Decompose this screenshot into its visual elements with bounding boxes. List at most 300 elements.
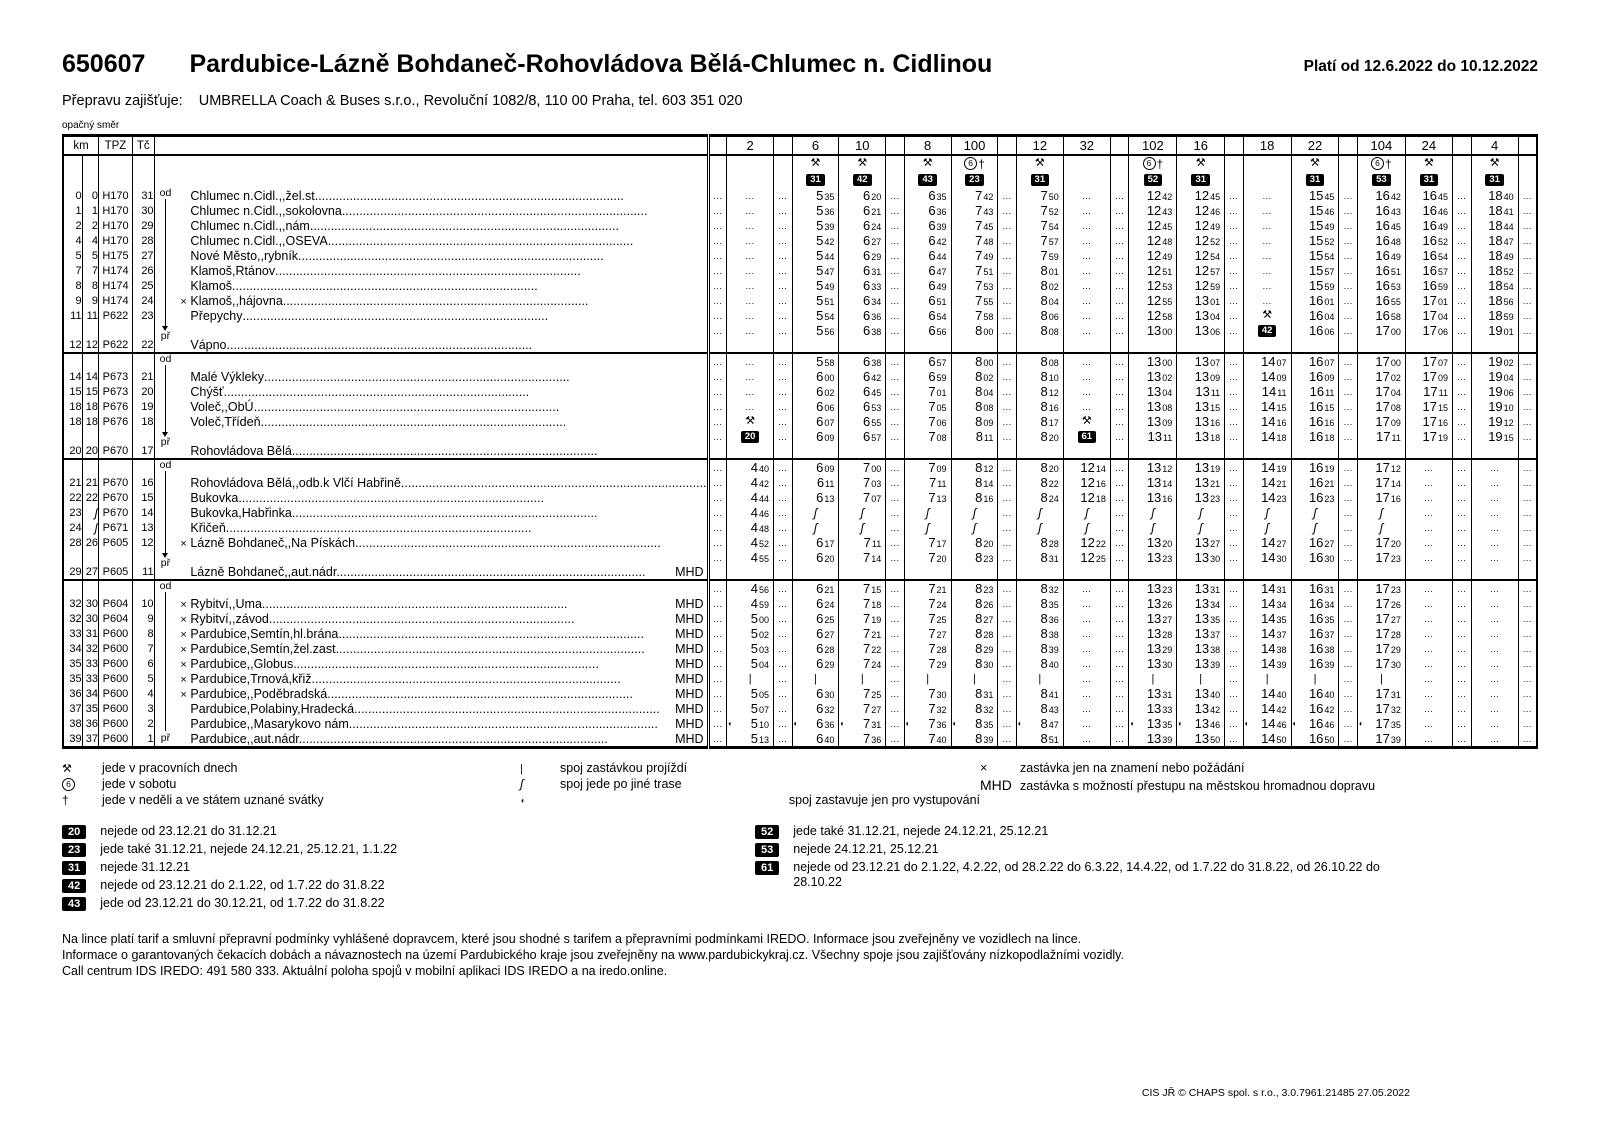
time-cell: 12 48 bbox=[1129, 233, 1177, 248]
trip-note-badge: 31 bbox=[792, 171, 839, 188]
separator-cell: ... bbox=[886, 233, 905, 248]
station-name: Pardubice,Semtín,hl.brána bbox=[190, 626, 339, 641]
separator-cell: ... bbox=[774, 626, 793, 641]
station-name-cell bbox=[176, 565, 708, 580]
time-cell bbox=[839, 565, 886, 580]
on-request-icon: × bbox=[180, 537, 187, 550]
separator-cell: ... bbox=[1339, 278, 1358, 293]
time-cell: 7 40 bbox=[904, 731, 951, 748]
time-cell: 19 12 bbox=[1471, 414, 1518, 429]
separator-cell bbox=[774, 338, 793, 353]
station-row bbox=[63, 293, 1537, 308]
separator-cell: ... bbox=[1339, 671, 1358, 686]
station-name: Nové Město,,rybník bbox=[190, 248, 299, 263]
separator-cell: ... bbox=[1518, 731, 1537, 748]
operator-label: Přepravu zajišťuje: bbox=[62, 93, 183, 109]
time-cell: 4 55 bbox=[727, 550, 774, 565]
time-cell: | bbox=[839, 671, 886, 686]
page-title: Pardubice-Lázně Bohdaneč-Rohovládova Bělá-Chlumec n. Cidlinou bbox=[189, 50, 993, 78]
odpr-cell bbox=[154, 611, 176, 626]
separator-cell bbox=[1518, 338, 1537, 353]
separator-cell: ... bbox=[708, 671, 727, 686]
odpr-cell: od bbox=[154, 353, 176, 369]
separator-cell: ... bbox=[1225, 323, 1244, 338]
time-cell: 15 49 bbox=[1291, 218, 1339, 233]
tpz-cell bbox=[99, 580, 133, 596]
tc-cell: 22 bbox=[132, 338, 154, 353]
tpz-cell: H175 bbox=[99, 248, 133, 263]
odpr-cell: př bbox=[154, 323, 176, 338]
separator-cell: ... bbox=[1518, 353, 1537, 369]
direction-note: opačný směr bbox=[62, 120, 120, 131]
time-cell: 8 28 bbox=[1016, 535, 1063, 550]
time-cell: 7 50 bbox=[1016, 188, 1063, 203]
time-cell: 12 46 bbox=[1177, 203, 1225, 218]
station-name-cell bbox=[176, 444, 708, 459]
station-name: Pardubice,,Masarykovo nám. bbox=[190, 716, 353, 731]
separator-cell: ... bbox=[1452, 475, 1471, 490]
time-cell: 7 25 bbox=[904, 611, 951, 626]
separator-cell: ... bbox=[1518, 218, 1537, 233]
km-cell: 22 bbox=[63, 490, 82, 505]
station-row bbox=[63, 565, 1537, 580]
time-cell: 14 31 bbox=[1243, 580, 1291, 596]
separator-cell: ... bbox=[1518, 641, 1537, 656]
separator-cell: ... bbox=[1110, 399, 1129, 414]
time-cell: 5 05 bbox=[727, 686, 774, 701]
workdays-icon: ⚒ bbox=[1310, 157, 1320, 169]
km-cell: 26 bbox=[82, 535, 98, 550]
separator-cell: ... bbox=[1518, 505, 1537, 520]
time-cell: 13 01 bbox=[1177, 293, 1225, 308]
time-cell: 16 57 bbox=[1405, 263, 1452, 278]
time-cell: 14 18 bbox=[1243, 429, 1291, 444]
time-cell: 7 54 bbox=[1016, 218, 1063, 233]
time-cell: 8 40 bbox=[1016, 656, 1063, 671]
station-name-cell bbox=[176, 520, 708, 535]
separator-cell: ... bbox=[1110, 611, 1129, 626]
separator-cell: ... bbox=[998, 188, 1017, 203]
time-cell: ʃ bbox=[1243, 520, 1291, 535]
tc-cell: 4 bbox=[132, 686, 154, 701]
time-cell: 7 27 bbox=[839, 701, 886, 716]
time-cell: ... bbox=[1405, 611, 1452, 626]
time-cell: 5 02 bbox=[727, 626, 774, 641]
time-cell bbox=[727, 338, 774, 353]
tc-cell: 7 bbox=[132, 641, 154, 656]
km-cell: 8 bbox=[82, 278, 98, 293]
time-cell: 7 21 bbox=[904, 580, 951, 596]
saturday-icon: 6 bbox=[964, 157, 977, 170]
time-cell: 17 15 bbox=[1405, 399, 1452, 414]
time-cell: 16 54 bbox=[1405, 248, 1452, 263]
legend-text: spoj zastavuje jen pro vystupování bbox=[788, 793, 980, 807]
time-cell: 7 55 bbox=[951, 293, 998, 308]
separator-cell: ... bbox=[1452, 641, 1471, 656]
trip-note-badge: 31 bbox=[1291, 171, 1339, 188]
tpz-cell bbox=[99, 353, 133, 369]
title-left bbox=[62, 50, 992, 79]
station-header bbox=[176, 136, 708, 156]
time-cell: 14 39 bbox=[1243, 656, 1291, 671]
time-cell: 8 04 bbox=[951, 384, 998, 399]
time-cell: ... bbox=[1063, 626, 1110, 641]
time-cell: 7 13 bbox=[904, 490, 951, 505]
time-cell: ... bbox=[727, 308, 774, 323]
time-cell: 17 07 bbox=[1405, 353, 1452, 369]
time-cell: 13 37 bbox=[1177, 626, 1225, 641]
time-cell: 7 19 bbox=[839, 611, 886, 626]
time-cell: 8 41 bbox=[1016, 686, 1063, 701]
time-cell: 17 27 bbox=[1357, 611, 1405, 626]
time-cell: ... bbox=[1243, 188, 1291, 203]
time-cell: 13 16 bbox=[1177, 414, 1225, 429]
note-badge: 31 bbox=[62, 861, 86, 875]
km-cell: 20 bbox=[82, 444, 98, 459]
time-cell: 17 28 bbox=[1357, 626, 1405, 641]
separator-cell: ... bbox=[998, 641, 1017, 656]
km-cell bbox=[63, 550, 82, 565]
tc-cell: 19 bbox=[132, 399, 154, 414]
tpz-cell: P673 bbox=[99, 369, 133, 384]
separator-cell: ... bbox=[708, 429, 727, 444]
time-cell: 7 06 bbox=[904, 414, 951, 429]
time-cell: ... bbox=[1063, 701, 1110, 716]
separator-cell: ... bbox=[774, 656, 793, 671]
separator-cell: ... bbox=[1452, 505, 1471, 520]
separator-cell: ... bbox=[708, 353, 727, 369]
time-cell bbox=[1129, 565, 1177, 580]
time-cell: 17 39 bbox=[1357, 731, 1405, 748]
time-cell: ... bbox=[1063, 671, 1110, 686]
time-cell: 4 44 bbox=[727, 490, 774, 505]
separator-cell: ... bbox=[774, 596, 793, 611]
time-cell: 13 30 bbox=[1177, 550, 1225, 565]
separator-cell: ... bbox=[774, 701, 793, 716]
km-cell: 32 bbox=[82, 641, 98, 656]
tc-cell: 30 bbox=[132, 203, 154, 218]
time-cell: 7 28 bbox=[904, 641, 951, 656]
time-cell: | bbox=[1016, 671, 1063, 686]
separator-cell: ... bbox=[1110, 490, 1129, 505]
separator-cell: ... bbox=[774, 278, 793, 293]
station-row bbox=[63, 369, 1537, 384]
km-cell: 35 bbox=[63, 656, 82, 671]
time-cell: 16 58 bbox=[1357, 308, 1405, 323]
separator-cell: ... bbox=[998, 369, 1017, 384]
station-name-cell bbox=[176, 263, 708, 278]
time-cell: 6 42 bbox=[904, 233, 951, 248]
separator-cell: ... bbox=[1339, 323, 1358, 338]
time-cell bbox=[1016, 565, 1063, 580]
tc-cell: 3 bbox=[132, 701, 154, 716]
on-request-icon: × bbox=[180, 628, 187, 641]
remark-text: jede také 31.12.21, nejede 24.12.21, 25.12.21 bbox=[793, 824, 1049, 838]
tc-cell bbox=[132, 323, 154, 338]
separator-cell: ... bbox=[1225, 429, 1244, 444]
time-cell: 16 42 bbox=[1291, 701, 1339, 716]
odpr-cell bbox=[154, 505, 176, 520]
time-cell: 14 40 bbox=[1243, 686, 1291, 701]
km-cell bbox=[82, 323, 98, 338]
tc-cell: 18 bbox=[132, 414, 154, 429]
station-row bbox=[63, 475, 1537, 490]
separator-cell: ... bbox=[1225, 263, 1244, 278]
time-cell: 13 50 bbox=[1177, 731, 1225, 748]
time-cell: 12 55 bbox=[1129, 293, 1177, 308]
separator-cell: ... bbox=[708, 308, 727, 323]
time-cell: 8 28 bbox=[951, 626, 998, 641]
tpz-cell: P600 bbox=[99, 731, 133, 748]
time-cell: ... bbox=[1243, 203, 1291, 218]
time-cell: 14 42 bbox=[1243, 701, 1291, 716]
time-cell: ◖ 13 46 bbox=[1177, 716, 1225, 731]
col-header-tpz: TPZ bbox=[99, 136, 133, 156]
separator-cell: ... bbox=[774, 233, 793, 248]
time-cell: 18 47 bbox=[1471, 233, 1518, 248]
time-cell: 6 29 bbox=[839, 248, 886, 263]
separator-cell: ... bbox=[708, 248, 727, 263]
time-cell bbox=[1405, 565, 1452, 580]
separator-cell: ... bbox=[774, 671, 793, 686]
odpr-cell bbox=[154, 716, 176, 731]
separator-cell: ... bbox=[1110, 293, 1129, 308]
time-cell: 7 59 bbox=[1016, 248, 1063, 263]
separator-cell: ... bbox=[774, 580, 793, 596]
separator-cell: ... bbox=[1225, 641, 1244, 656]
time-cell: ... bbox=[1471, 656, 1518, 671]
separator-cell: ... bbox=[1339, 353, 1358, 369]
separator-cell: ... bbox=[886, 596, 905, 611]
mhd-icon: MHD bbox=[675, 611, 704, 626]
tpz-cell: P676 bbox=[99, 414, 133, 429]
time-cell: 7 20 bbox=[904, 550, 951, 565]
time-cell: ... bbox=[727, 399, 774, 414]
tc-cell: 1 bbox=[132, 731, 154, 748]
time-cell: ... bbox=[1405, 596, 1452, 611]
km-cell: 9 bbox=[63, 293, 82, 308]
separator-cell: ... bbox=[1452, 414, 1471, 429]
station-name: Voleč,,ObÚ bbox=[190, 399, 254, 414]
time-cell: ◖ 5 10 bbox=[727, 716, 774, 731]
time-cell: ◖ 7 36 bbox=[904, 716, 951, 731]
separator-cell: ... bbox=[1452, 323, 1471, 338]
station-row bbox=[63, 248, 1537, 263]
trip-note-badge: 23 bbox=[951, 171, 998, 188]
tc-cell: 14 bbox=[132, 505, 154, 520]
separator-cell: ... bbox=[774, 520, 793, 535]
separator-cell: ... bbox=[708, 701, 727, 716]
time-cell: 16 43 bbox=[1357, 203, 1405, 218]
odpr-cell bbox=[154, 218, 176, 233]
time-cell bbox=[727, 565, 774, 580]
time-cell: 6 20 bbox=[792, 550, 839, 565]
time-cell: 7 11 bbox=[904, 475, 951, 490]
trip-day-symbol bbox=[951, 155, 998, 171]
time-cell: 13 09 bbox=[1177, 369, 1225, 384]
legend-item bbox=[980, 777, 1375, 792]
mhd-icon: MHD bbox=[675, 565, 704, 579]
remark-text: nejede 31.12.21 bbox=[100, 860, 190, 874]
km-cell: 32 bbox=[63, 611, 82, 626]
time-cell: 7 48 bbox=[951, 233, 998, 248]
note-badge: 43 bbox=[62, 897, 86, 911]
time-cell: 7 57 bbox=[1016, 233, 1063, 248]
separator-cell: ... bbox=[886, 580, 905, 596]
time-cell bbox=[1016, 338, 1063, 353]
tc-cell: 27 bbox=[132, 248, 154, 263]
km-cell: 4 bbox=[63, 233, 82, 248]
station-name: Lázně Bohdaneč,,aut.nádr. bbox=[190, 565, 340, 579]
time-cell: 8 31 bbox=[1016, 550, 1063, 565]
tpz-cell: H170 bbox=[99, 203, 133, 218]
time-cell: 14 19 bbox=[1243, 459, 1291, 475]
time-cell: 13 04 bbox=[1129, 384, 1177, 399]
separator-cell: ... bbox=[1339, 686, 1358, 701]
separator-cell: ... bbox=[1518, 671, 1537, 686]
time-cell: 4 52 bbox=[727, 535, 774, 550]
trip-day-symbol bbox=[1291, 155, 1339, 171]
separator-cell: ... bbox=[998, 459, 1017, 475]
time-cell: ʃ bbox=[1016, 520, 1063, 535]
time-cell: ... bbox=[1405, 520, 1452, 535]
station-name-cell bbox=[176, 399, 708, 414]
station-row bbox=[63, 686, 1537, 701]
station-name-cell bbox=[176, 716, 708, 731]
km-cell: 15 bbox=[82, 384, 98, 399]
sunday-holiday-icon: † bbox=[62, 793, 69, 807]
tpz-cell: P670 bbox=[99, 505, 133, 520]
tpz-cell: H174 bbox=[99, 263, 133, 278]
separator-cell bbox=[886, 338, 905, 353]
separator-col bbox=[708, 136, 727, 156]
time-cell: 6 38 bbox=[839, 323, 886, 338]
time-cell bbox=[792, 444, 839, 459]
separator-cell: ... bbox=[1339, 263, 1358, 278]
separator-cell: ... bbox=[998, 278, 1017, 293]
separator-cell: ... bbox=[1452, 429, 1471, 444]
time-cell: 16 21 bbox=[1291, 475, 1339, 490]
time-cell: 8 04 bbox=[1016, 293, 1063, 308]
time-cell: 5 39 bbox=[792, 218, 839, 233]
separator-cell: ... bbox=[708, 596, 727, 611]
station-name: Pardubice,,Poděbradská bbox=[190, 686, 328, 701]
station-row bbox=[63, 671, 1537, 686]
separator-cell: ... bbox=[1518, 308, 1537, 323]
time-cell: 16 06 bbox=[1291, 323, 1339, 338]
trip-number: 8 bbox=[904, 136, 951, 156]
time-cell: ... bbox=[727, 384, 774, 399]
separator-cell: ... bbox=[1452, 188, 1471, 203]
time-cell: ... bbox=[1471, 580, 1518, 596]
separator-cell: ... bbox=[1339, 716, 1358, 731]
separator-cell: ... bbox=[774, 323, 793, 338]
separator-cell: ... bbox=[708, 731, 727, 748]
separator-cell bbox=[998, 444, 1017, 459]
separator-cell bbox=[1339, 444, 1358, 459]
time-cell: 13 07 bbox=[1177, 353, 1225, 369]
workdays-icon: ⚒ bbox=[922, 157, 933, 169]
odpr-cell: od bbox=[154, 188, 176, 203]
tpz-cell: P605 bbox=[99, 565, 133, 580]
separator-cell: ... bbox=[774, 353, 793, 369]
separator-cell: ... bbox=[1518, 520, 1537, 535]
time-cell: 8 09 bbox=[951, 414, 998, 429]
trip-number: 102 bbox=[1129, 136, 1177, 156]
time-cell: 8 20 bbox=[1016, 459, 1063, 475]
km-cell bbox=[63, 353, 82, 369]
time-cell: ... bbox=[1471, 671, 1518, 686]
time-cell: ... bbox=[1063, 596, 1110, 611]
km-cell: 24 bbox=[63, 520, 82, 535]
tc-cell: 29 bbox=[132, 218, 154, 233]
time-cell: ... bbox=[1471, 611, 1518, 626]
time-cell: ... bbox=[727, 263, 774, 278]
tpz-cell: P676 bbox=[99, 399, 133, 414]
tpz-cell: H170 bbox=[99, 188, 133, 203]
tc-cell: 5 bbox=[132, 671, 154, 686]
km-cell bbox=[63, 429, 82, 444]
time-cell: ... bbox=[1243, 263, 1291, 278]
trip-day-symbol bbox=[1471, 155, 1518, 171]
time-cell: ◖ 8 35 bbox=[951, 716, 998, 731]
time-cell: 13 31 bbox=[1129, 686, 1177, 701]
km-cell: 36 bbox=[63, 686, 82, 701]
time-cell: 6 06 bbox=[792, 399, 839, 414]
separator-cell bbox=[998, 338, 1017, 353]
km-cell: 22 bbox=[82, 490, 98, 505]
station-row bbox=[63, 520, 1537, 535]
time-cell: 16 19 bbox=[1291, 459, 1339, 475]
km-cell: ʃ bbox=[82, 520, 98, 535]
km-cell: 8 bbox=[63, 278, 82, 293]
km-cell: 11 bbox=[63, 308, 82, 323]
time-cell bbox=[1177, 444, 1225, 459]
time-cell: 14 30 bbox=[1243, 550, 1291, 565]
time-cell: 13 21 bbox=[1177, 475, 1225, 490]
station-name: Chlumec n.Cidl.,,sokolovna bbox=[190, 203, 342, 218]
separator-cell: ... bbox=[1452, 520, 1471, 535]
time-cell: ... bbox=[1471, 505, 1518, 520]
station-name: Vápno bbox=[190, 338, 227, 352]
trip-number: 32 bbox=[1063, 136, 1110, 156]
remark-text: nejede od 23.12.21 do 2.1.22, od 1.7.22 do 31.8.22 bbox=[100, 878, 385, 892]
time-cell: ◖ 7 31 bbox=[839, 716, 886, 731]
separator-cell: ... bbox=[1110, 308, 1129, 323]
trip-number: 24 bbox=[1405, 136, 1452, 156]
legend bbox=[62, 761, 1538, 808]
km-cell: 12 bbox=[63, 338, 82, 353]
time-cell: 17 30 bbox=[1357, 656, 1405, 671]
time-cell bbox=[1471, 444, 1518, 459]
workdays-icon: ⚒ bbox=[810, 157, 821, 169]
odpr-cell bbox=[154, 248, 176, 263]
time-cell: ʃ bbox=[904, 505, 951, 520]
time-cell: 17 26 bbox=[1357, 596, 1405, 611]
separator-cell: ... bbox=[1110, 686, 1129, 701]
time-cell: 16 49 bbox=[1405, 218, 1452, 233]
time-cell: ... bbox=[1405, 459, 1452, 475]
separator-cell: ... bbox=[998, 731, 1017, 748]
separator-cell: ... bbox=[1110, 505, 1129, 520]
km-cell: 7 bbox=[63, 263, 82, 278]
station-name-cell bbox=[176, 490, 708, 505]
km-cell: 14 bbox=[82, 369, 98, 384]
time-cell: 5 56 bbox=[792, 323, 839, 338]
time-cell: 8 02 bbox=[951, 369, 998, 384]
note-badge: 52 bbox=[755, 825, 779, 839]
mhd-icon: MHD bbox=[675, 656, 704, 671]
